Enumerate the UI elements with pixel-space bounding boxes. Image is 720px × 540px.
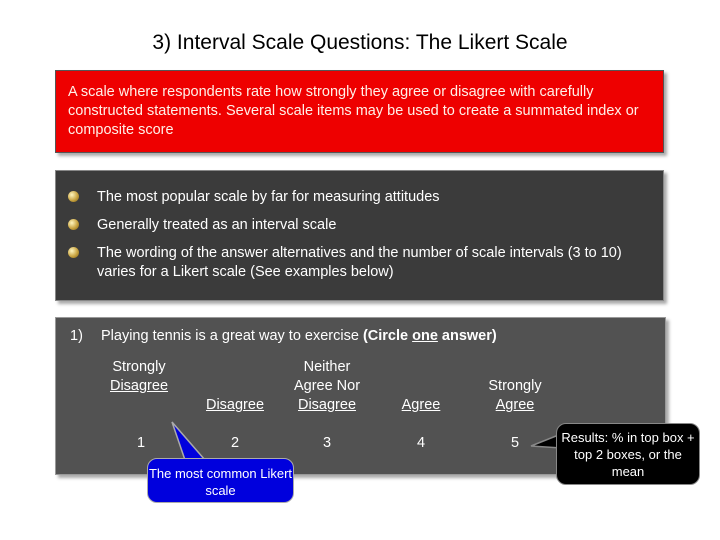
bullet-icon [68, 191, 79, 202]
bullet-icon [68, 247, 79, 258]
scale-value: 3 [322, 435, 332, 451]
scale-value: 2 [230, 435, 240, 451]
scale-value: 4 [416, 435, 426, 451]
question-statement: Playing tennis is a great way to exercise [101, 328, 359, 344]
scale-option-agree[interactable]: Agree [401, 397, 441, 413]
callout-common-likert: The most common Likert scale [147, 458, 294, 503]
scale-option-strongly-agree[interactable]: Strongly Agree [488, 378, 542, 413]
scale-option-neither[interactable]: Neither Agree Nor Disagree [293, 359, 361, 413]
bullet-icon [68, 219, 79, 230]
question-text [101, 328, 497, 344]
bullet-text: Generally treated as an interval scale [97, 217, 337, 233]
bullet-text: The wording of the answer alternatives and the number of scale intervals (3 to 10) varies for a Likert scale (See examples below) [97, 245, 622, 280]
question-number: 1) [70, 328, 83, 344]
scale-value: 5 [510, 435, 520, 451]
definition-text: A scale where respondents rate how strongly they agree or disagree with carefully constructed statements. Several scale items may be used to create a summated index or composite score [68, 84, 639, 138]
definition-box [55, 70, 664, 153]
bullet-list [55, 170, 664, 301]
scale-option-strongly-disagree[interactable]: Strongly Disagree [109, 359, 169, 394]
bullet-text: The most popular scale by far for measuring attitudes [97, 189, 440, 205]
callout-results: Results: % in top box + top 2 boxes, or the mean [556, 423, 700, 485]
question-instruction: (Circle one answer) [362, 328, 497, 344]
slide-title: 3) Interval Scale Questions: The Likert Scale [152, 31, 568, 54]
scale-option-disagree[interactable]: Disagree [205, 397, 265, 413]
scale-value: 1 [136, 435, 146, 451]
